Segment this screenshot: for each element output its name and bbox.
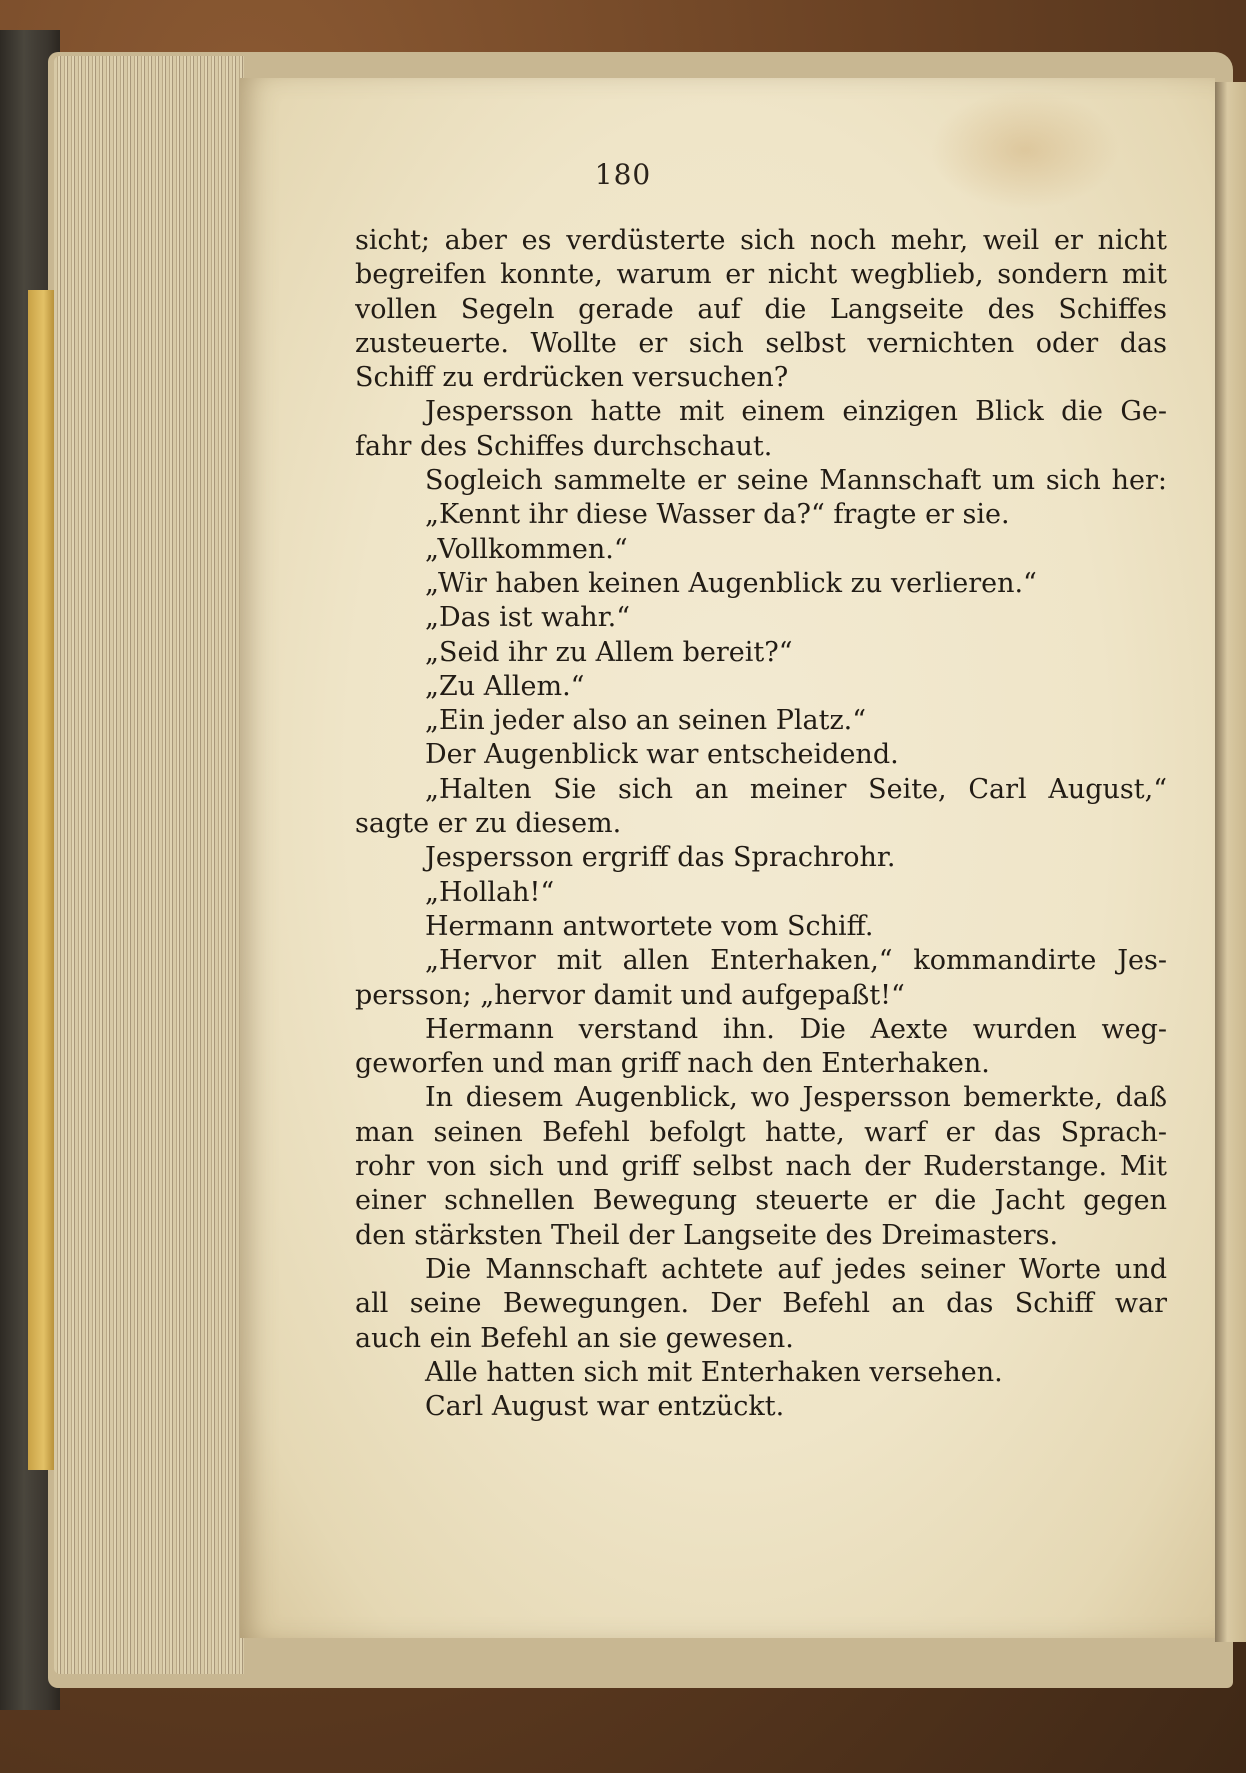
facing-page-edge [1215, 82, 1246, 1642]
text-line: „Vollkommen.“ [425, 533, 628, 565]
text-line: zusteuerte. Wollte er sich selbst vernichten oder das [355, 327, 1167, 359]
text-line: Die Mannschaft achtete auf jedes seiner Worte und [425, 1253, 1167, 1285]
text-line: In diesem Augenblick, wo Jespersson bemerkte, daß [425, 1082, 1167, 1114]
text-line: „Das ist wahr.“ [425, 602, 631, 634]
page-stain [930, 90, 1120, 210]
text-line: „Halten Sie sich an meiner Seite, Carl August,“ [425, 773, 1167, 805]
text-line: Schiff zu erdrücken versuchen? [355, 362, 789, 394]
text-line: den stärksten Theil der Langseite des Dreimasters. [355, 1219, 1059, 1251]
text-line: all seine Bewegungen. Der Befehl an das Schiff war [355, 1288, 1167, 1320]
text-line: Der Augenblick war entscheidend. [425, 739, 899, 771]
text-line: Jespersson ergriff das Sprachrohr. [425, 842, 896, 874]
text-line: rohr von sich und griff selbst nach der Ruderstange. Mit [355, 1151, 1167, 1183]
text-line: Sogleich sammelte er seine Mannschaft um sich her: [425, 465, 1167, 497]
page-edges [54, 56, 244, 1674]
text-line: Carl August war entzückt. [425, 1391, 785, 1423]
text-line: „Kennt ihr diese Wasser da?“ fragte er sie. [425, 499, 1010, 531]
text-line: man seinen Befehl befolgt hatte, warf er das Sprach- [355, 1116, 1167, 1148]
text-line: „Hollah!“ [425, 876, 555, 908]
text-line: persson; „hervor damit und aufgepaßt!“ [355, 979, 905, 1011]
text-line: sicht; aber es verdüsterte sich noch mehr, weil er nicht [355, 225, 1167, 256]
body-text [355, 224, 1167, 1424]
text-line: „Zu Allem.“ [425, 670, 585, 702]
text-line: Hermann antwortete vom Schiff. [425, 910, 874, 942]
text-line: „Wir haben keinen Augenblick zu verlieren.“ [425, 567, 1037, 599]
text-line: geworfen und man griff nach den Enterhaken. [355, 1048, 990, 1080]
bookmark-tab [28, 290, 54, 1470]
text-line: Alle hatten sich mit Enterhaken versehen. [425, 1356, 1003, 1388]
text-line: vollen Segeln gerade auf die Langseite des Schiffes [355, 293, 1167, 325]
text-line: „Seid ihr zu Allem bereit?“ [425, 636, 793, 668]
text-line: sagte er zu diesem. [355, 808, 622, 840]
text-line: einer schnellen Bewegung steuerte er die Jacht gegen [355, 1185, 1167, 1217]
text-line: fahr des Schiffes durchschaut. [355, 430, 773, 462]
page-number: 180 [594, 158, 652, 191]
text-line: begreifen konnte, warum er nicht wegblieb, sondern mit [355, 259, 1167, 291]
text-line: „Ein jeder also an seinen Platz.“ [425, 705, 867, 737]
text-line: „Hervor mit allen Enterhaken,“ kommandirte Jes- [425, 945, 1167, 977]
text-line: auch ein Befehl an sie gewesen. [355, 1322, 794, 1354]
text-line: Jespersson hatte mit einem einzigen Blick die Ge- [425, 396, 1167, 428]
text-line: Hermann verstand ihn. Die Aexte wurden weg- [425, 1013, 1167, 1045]
